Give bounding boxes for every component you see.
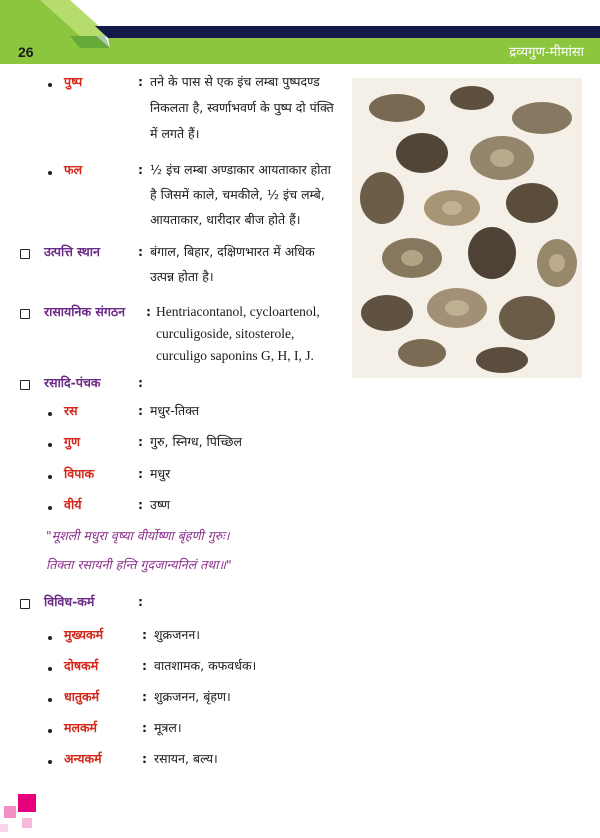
term-mukhya-karma: मुख्यकर्म — [64, 627, 104, 642]
term-dhatu-karma: धातुकर्म — [64, 689, 100, 704]
term-dosha-karma: दोषकर्म — [64, 658, 99, 673]
term-fruit: फल — [64, 162, 83, 177]
shloka-line-1: "मूशली मधुरा वृष्या वीर्योष्णा बृंहणी गुरुः। — [46, 528, 230, 543]
anya-karma-value: रसायन, बल्य। — [154, 751, 218, 766]
term-mala-karma: मलकर्म — [64, 720, 98, 735]
chemical-line-1: Hentriacontanol, cycloartenol, — [156, 304, 320, 319]
origin-line-1: बंगाल, बिहार, दक्षिणभारत में अधिक — [150, 244, 315, 259]
bullet-dot — [48, 698, 52, 702]
term-vipaka: विपाक — [64, 466, 95, 481]
term-origin: उत्पत्ति स्थान — [44, 244, 100, 259]
dhatu-karma-value: शुक्रजनन, बृंहण। — [154, 689, 231, 704]
page-number: 26 — [18, 44, 34, 60]
fruit-line-3: आयताकार, धारीदार बीज होते हैं। — [150, 212, 301, 227]
vipaka-value: मधुर — [150, 466, 171, 481]
mala-karma-value: मूत्रल। — [154, 720, 182, 735]
chemical-line-2: curculigoside, sitosterole, — [156, 326, 295, 341]
colon: : — [142, 689, 147, 704]
colon: : — [142, 751, 147, 766]
mukhya-karma-value: शुक्रजनन। — [154, 627, 200, 642]
checkbox-square-icon — [20, 249, 30, 259]
colon: : — [138, 244, 143, 259]
bullet-dot — [48, 667, 52, 671]
fruit-line-1: ½ इंच लम्बा अण्डाकार आयताकार होता — [150, 162, 331, 177]
flower-line-2: निकलता है, स्वर्णाभवर्ण के पुष्प दो पंक्ति — [150, 100, 334, 115]
checkbox-square-icon — [20, 380, 30, 390]
colon: : — [138, 497, 143, 512]
bullet-dot — [48, 412, 52, 416]
colon: : — [138, 466, 143, 481]
decorative-squares — [0, 790, 60, 838]
running-title: द्रव्यगुण-मीमांसा — [509, 45, 584, 60]
term-virya: वीर्य — [64, 497, 82, 512]
chemical-line-3: curculigo saponins G, H, I, J. — [156, 348, 314, 363]
colon: : — [142, 658, 147, 673]
bullet-dot — [48, 636, 52, 640]
virya-value: उष्ण — [150, 497, 170, 512]
fruit-line-2: है जिसमें काले, चमकीले, ½ इंच लम्बे, — [150, 187, 325, 202]
colon: : — [138, 74, 143, 89]
rasa-value: मधुर-तिक्त — [150, 403, 199, 418]
colon: : — [138, 594, 143, 609]
term-vividh-karma: विविध-कर्म — [44, 594, 95, 609]
bullet-dot — [48, 475, 52, 479]
bullet-dot — [48, 171, 52, 175]
bullet-dot — [48, 506, 52, 510]
shloka-line-2: तिक्ता रसायनी हन्ति गुदजान्यनिलं तथा॥" — [46, 557, 232, 572]
colon: : — [138, 375, 143, 390]
checkbox-square-icon — [20, 309, 30, 319]
flower-line-3: में लगते हैं। — [150, 126, 200, 141]
colon: : — [142, 627, 147, 642]
colon: : — [138, 434, 143, 449]
term-guna: गुण — [64, 434, 81, 449]
colon: : — [138, 162, 143, 177]
checkbox-square-icon — [20, 599, 30, 609]
dried-root-photo — [352, 78, 582, 378]
colon: : — [142, 720, 147, 735]
term-flower: पुष्प — [64, 74, 83, 89]
term-rasadi: रसादि-पंचक — [44, 375, 101, 390]
colon: : — [138, 403, 143, 418]
term-anya-karma: अन्यकर्म — [64, 751, 102, 766]
bullet-dot — [48, 83, 52, 87]
term-chemical: रासायनिक संगठन — [44, 304, 126, 319]
bullet-dot — [48, 443, 52, 447]
colon: : — [146, 304, 151, 319]
bullet-dot — [48, 729, 52, 733]
term-rasa: रस — [64, 403, 78, 418]
dosha-karma-value: वातशामक, कफवर्धक। — [154, 658, 257, 673]
origin-line-2: उत्पन्न होता है। — [150, 269, 214, 284]
flower-line-1: तने के पास से एक इंच लम्बा पुष्पदण्ड — [150, 74, 320, 89]
bullet-dot — [48, 760, 52, 764]
guna-value: गुरु, स्निग्ध, पिच्छिल — [150, 434, 242, 449]
